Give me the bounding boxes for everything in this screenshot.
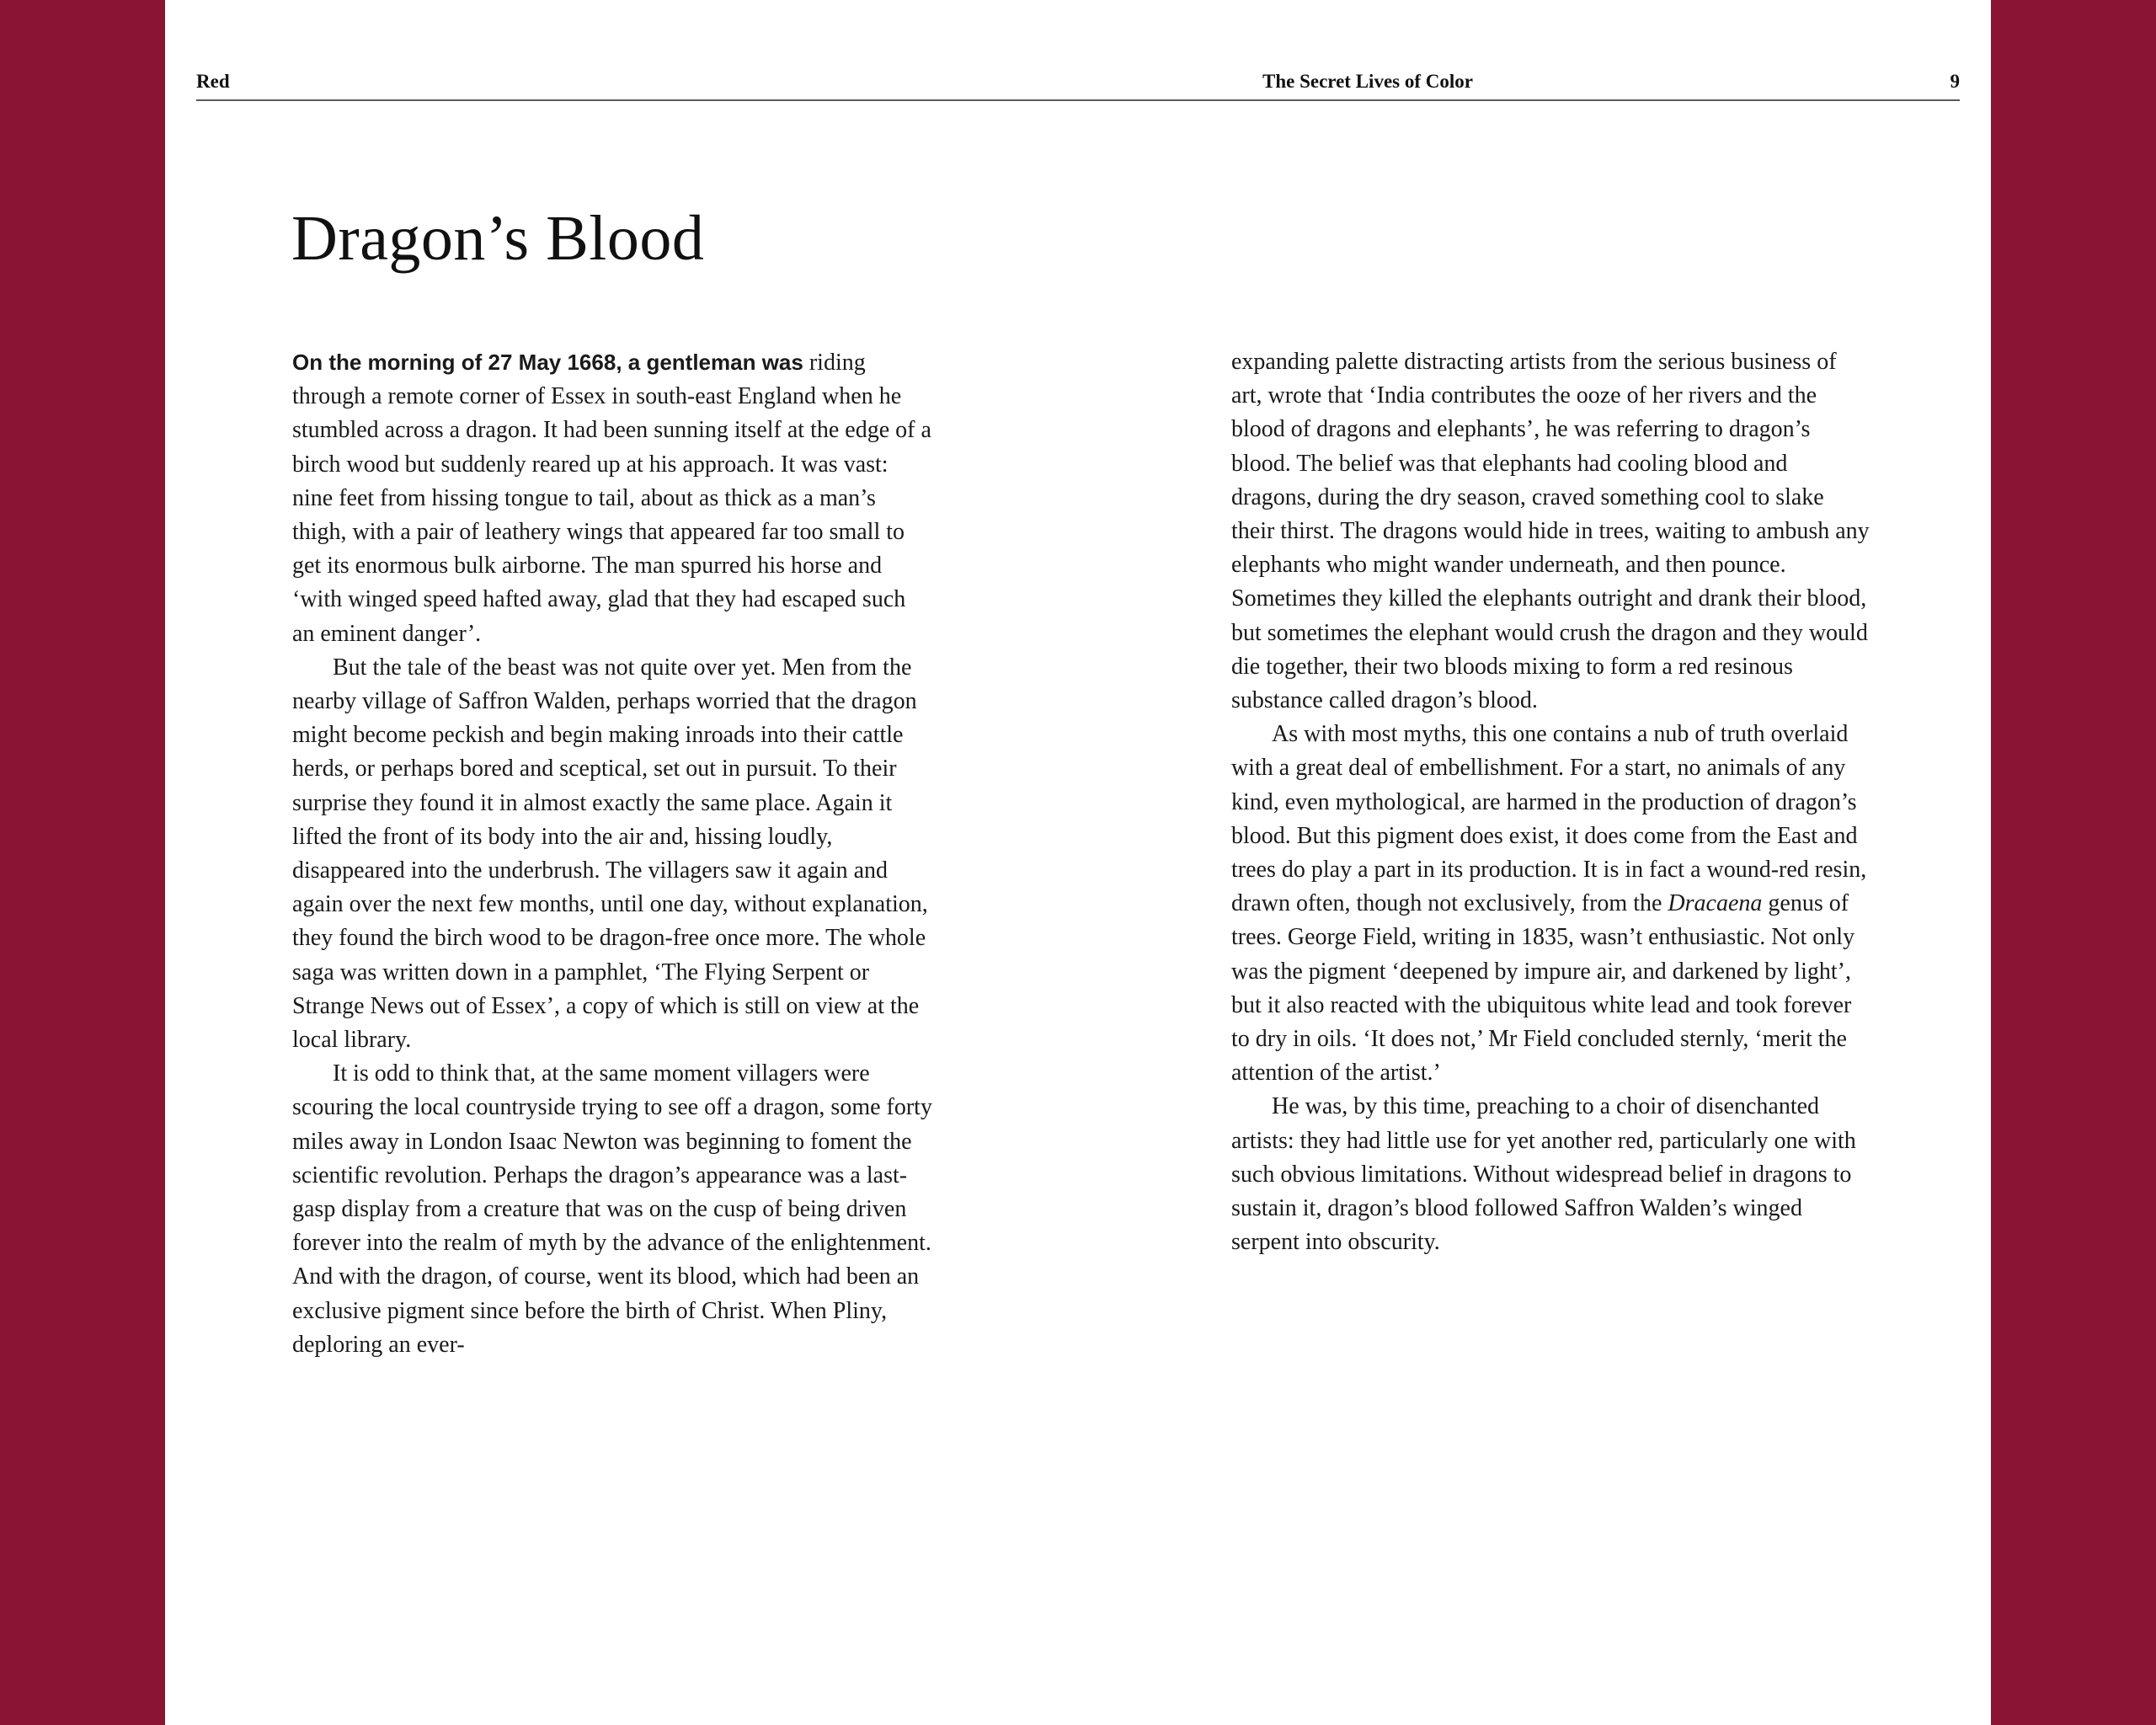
paragraph-text: riding through a remote corner of Essex in south-east England when he stumbled across a dragon. It had been sunning itself at the edge of a birch wood but suddenly reared up at his approach. It was vast: nine feet from hissing tongue to tail, about as thick as a man’s thigh, with a pair of leathery wings that appeared far too small to get its enormous bulk airborne. The man spurred his horse and ‘with winged speed hafted away, glad that they had escaped such an eminent danger’. xyxy=(292,350,931,647)
paragraph: expanding palette distracting artists from the serious business of art, wrote that ‘India contributes the ooze of her rivers and the blood of dragons and elephants’, he was referring to dragon’s blood. The belief was that elephants had cooling blood and dragons, during the dry season, craved something cool to slake their thirst. The dragons would hide in trees, waiting to ambush any elephants who might wander underneath, and then pounce. Sometimes they killed the elephants outright and drank their blood, but sometimes the elephant would crush the dragon and they would die together, their two bloods mixing to form a red resinous substance called dragon’s blood. xyxy=(1231,349,1870,714)
paragraph: But the tale of the beast was not quite over yet. Men from the nearby village of Saffron Walden, perhaps worried that the dragon might become peckish and begin making inroads into their cattle herds, or perhaps bored and sceptical, set out in pursuit. To their surprise they found it in almost exactly the same place. Again it lifted the front of its body into the air and, hissing loudly, disappeared into the underbrush. The villagers saw it again and again over the next few months, until one day, without explanation, they found the birch wood to be dragon-free once more. The whole saga was written down in a pamphlet, ‘The Flying Serpent or Strange News out of Essex’, a copy of which is still on view at the local library. xyxy=(292,654,928,1054)
running-head xyxy=(196,69,1960,101)
text-column-right xyxy=(1231,345,1871,1259)
lead-in-text: On the morning of 27 May 1668, a gentleman was xyxy=(292,350,803,375)
chapter-title: Dragon’s Blood xyxy=(291,203,705,274)
section-name: Red xyxy=(196,71,230,92)
italic-term: Dracaena xyxy=(1668,890,1763,917)
page-number: 9 xyxy=(1950,71,1960,92)
paragraph xyxy=(292,345,932,651)
book-title: The Secret Lives of Color xyxy=(1262,71,1473,92)
paragraph xyxy=(1231,718,1871,1090)
paragraph-text: genus of trees. George Field, writing in 1835, wasn’t enthusiastic. Not only was the pigment ‘deepened by impure air, and darkened by light’, but it also reacted with the ubiquitous white lead and took forever to dry in oils. ‘It does not,’ Mr Field concluded sternly, ‘merit the attention of the artist.’ xyxy=(1231,890,1855,1087)
paragraph: It is odd to think that, at the same moment villagers were scouring the local countryside trying to see off a dragon, some forty miles away in London Isaac Newton was beginning to foment the scientific revolution. Perhaps the dragon’s appearance was a last-gasp display from a creature that was on the cusp of being driven forever into the realm of myth by the advance of the enlightenment. And with the dragon, of course, went its blood, which had been an exclusive pigment since before the birth of Christ. When Pliny, deploring an ever- xyxy=(292,1060,932,1358)
book-page xyxy=(165,0,1991,1725)
paragraph: He was, by this time, preaching to a choir of disenchanted artists: they had little use for yet another red, particularly one with such obvious limitations. Without widespread belief in dragons to sustain it, dragon’s blood followed Saffron Walden’s winged serpent into obscurity. xyxy=(1231,1093,1856,1256)
text-column-left xyxy=(292,345,932,1362)
paragraph-text: As with most myths, this one contains a nub of truth overlaid with a great deal of embellishment. For a start, no animals of any kind, even mythological, are harmed in the production of dragon’s blood. But this pigment does exist, it does come from the East and trees do play a part in its production. It is in fact a wound-red resin, drawn often, though not exclusively, from the xyxy=(1231,721,1867,917)
